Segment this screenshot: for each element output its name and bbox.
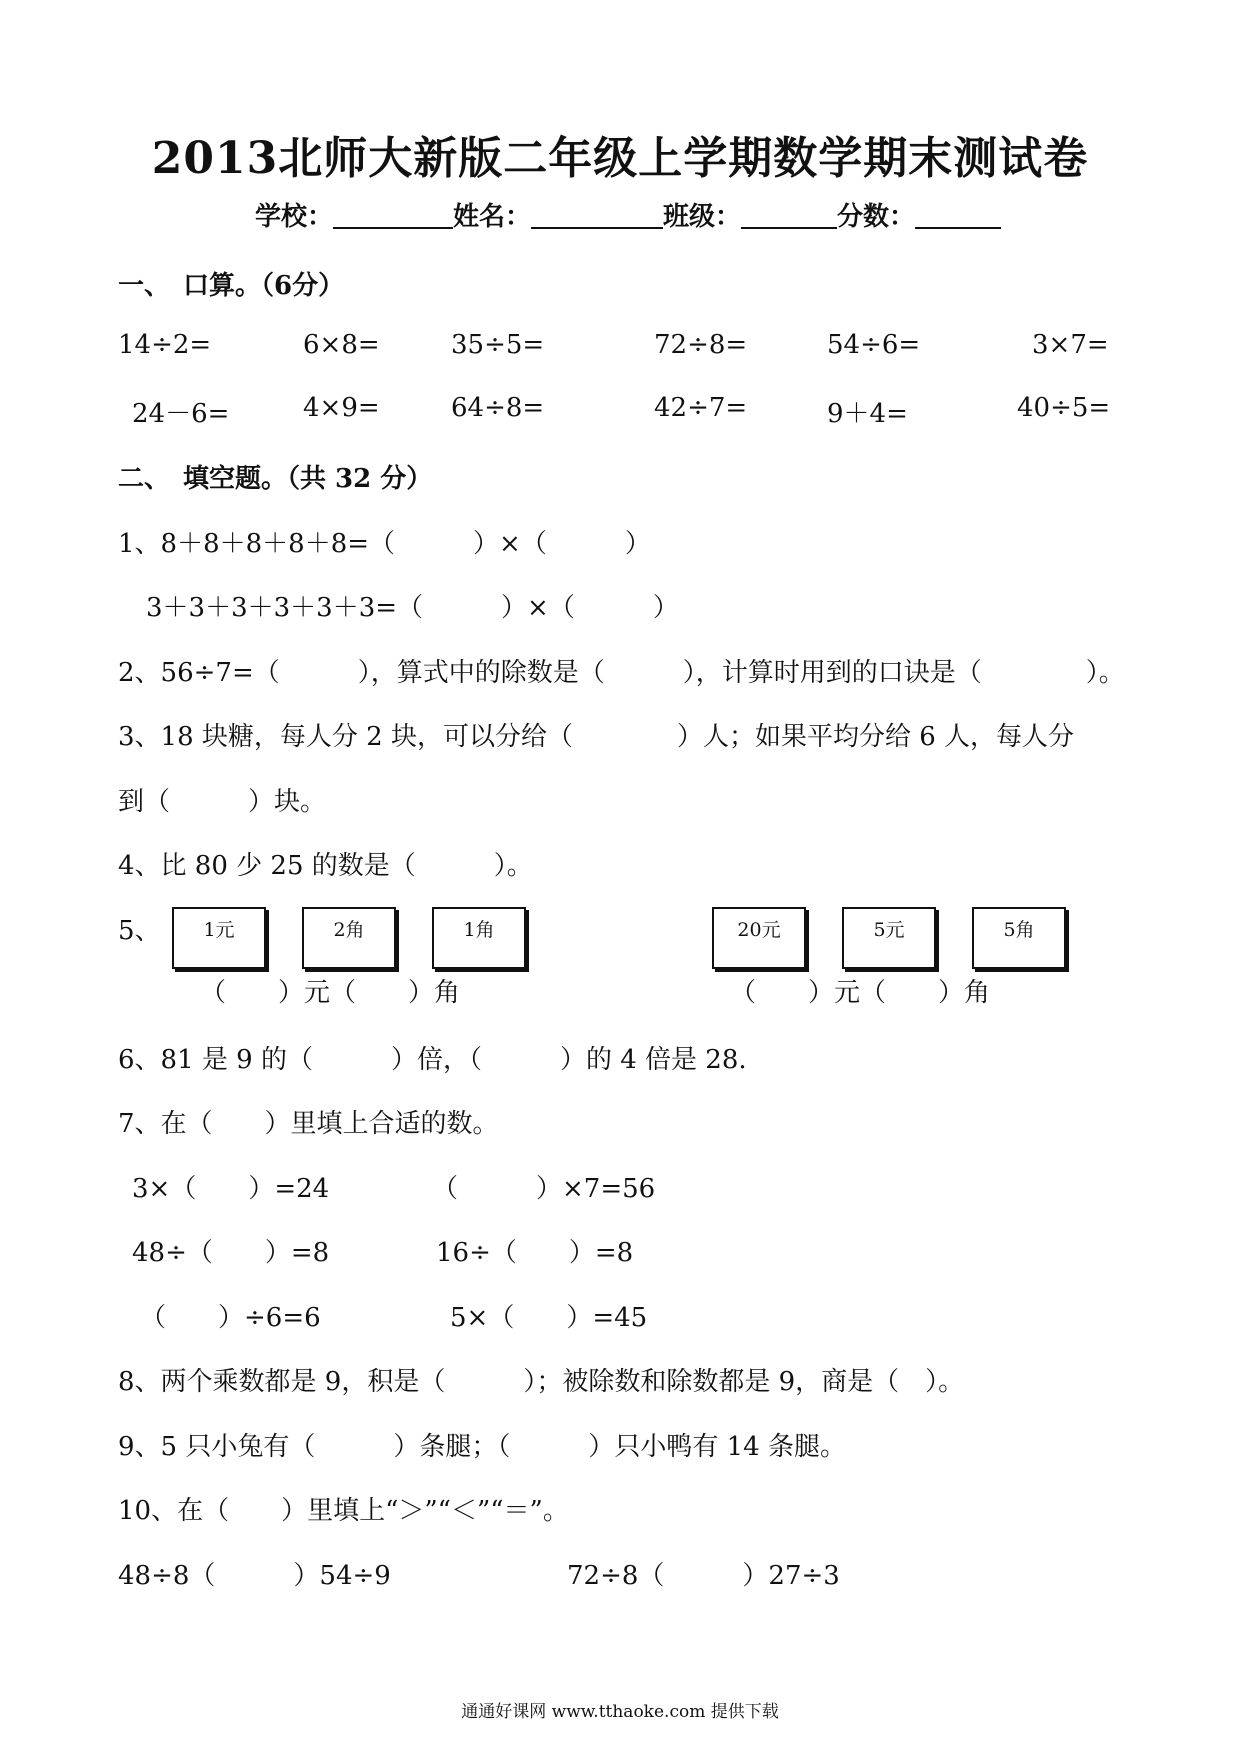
class-blank [741,203,837,229]
question-4: 4、比 80 少 25 的数是（ ）。 [118,851,533,881]
money-card: 1元 [172,907,266,969]
calc-item: 4×9= [303,393,380,423]
fill-item: （ ）×7=56 [432,1174,656,1204]
student-info-line [255,196,1001,233]
calc-item: 42÷7= [654,393,748,423]
fill-item: 5×（ ）=45 [450,1303,648,1333]
calc-item: 54÷6= [827,330,921,360]
question-2: 2、56÷7=（ ），算式中的除数是（ ），计算时用到的口诀是（ ）。 [118,658,1125,688]
money-card: 5元 [842,907,936,969]
question-8: 8、两个乘数都是 9，积是（ ）；被除数和除数都是 9，商是（ ）。 [118,1367,965,1397]
name-label: 姓名： [453,202,532,232]
question-3a: 3、18 块糖，每人分 2 块，可以分给（ ）人；如果平均分给 6 人，每人分 [118,722,1075,752]
question-1b: 3＋3＋3＋3＋3＋3=（ ）×（ ） [146,593,679,623]
section-2-heading: 二、 填空题。（共 32 分） [118,464,433,494]
calc-item: 6×8= [303,330,380,360]
calc-item: 14÷2= [118,330,212,360]
question-5-answer-left: （ ）元（ ）角 [200,978,461,1008]
money-card: 20元 [712,907,806,969]
fill-item: （ ）÷6=6 [140,1303,321,1333]
question-5-label: 5、 [118,916,161,946]
question-1a: 1、8＋8＋8＋8＋8=（ ）×（ ） [118,529,651,559]
question-10: 10、在（ ）里填上“＞”“＜”“＝”。 [118,1496,569,1526]
score-label: 分数： [837,202,916,232]
section-1-heading: 一、 口算。（6分） [118,271,345,301]
question-5-answer-right: （ ）元（ ）角 [730,978,991,1008]
compare-item: 72÷8（ ）27÷3 [567,1561,840,1591]
footer-credit: 通通好课网 www.tthaoke.com 提供下载 [461,1702,779,1722]
calc-item: 40÷5= [1017,393,1111,423]
page-title: 2013北师大新版二年级上学期数学期末测试卷 [151,133,1089,184]
score-blank [915,203,1001,229]
compare-item: 48÷8（ ）54÷9 [118,1561,391,1591]
calc-item: 35÷5= [451,330,545,360]
school-blank [333,203,453,229]
fill-item: 48÷（ ）=8 [132,1238,330,1268]
money-card: 1角 [432,907,526,969]
money-card: 5角 [972,907,1066,969]
question-7: 7、在（ ）里填上合适的数。 [118,1109,499,1139]
calc-item: 9＋4= [827,399,908,429]
class-label: 班级： [663,202,742,232]
calc-item: 64÷8= [451,393,545,423]
fill-item: 16÷（ ）=8 [436,1238,634,1268]
money-card: 2角 [302,907,396,969]
name-blank [531,203,663,229]
question-6: 6、81 是 9 的（ ）倍，（ ）的 4 倍是 28. [118,1045,747,1075]
fill-item: 3×（ ）=24 [132,1174,330,1204]
calc-item: 3×7= [1032,330,1109,360]
calc-item: 24－6= [132,399,230,429]
calc-item: 72÷8= [654,330,748,360]
question-9: 9、5 只小兔有（ ）条腿；（ ）只小鸭有 14 条腿。 [118,1432,846,1462]
question-3b: 到（ ）块。 [118,787,327,817]
school-label: 学校： [255,202,334,232]
